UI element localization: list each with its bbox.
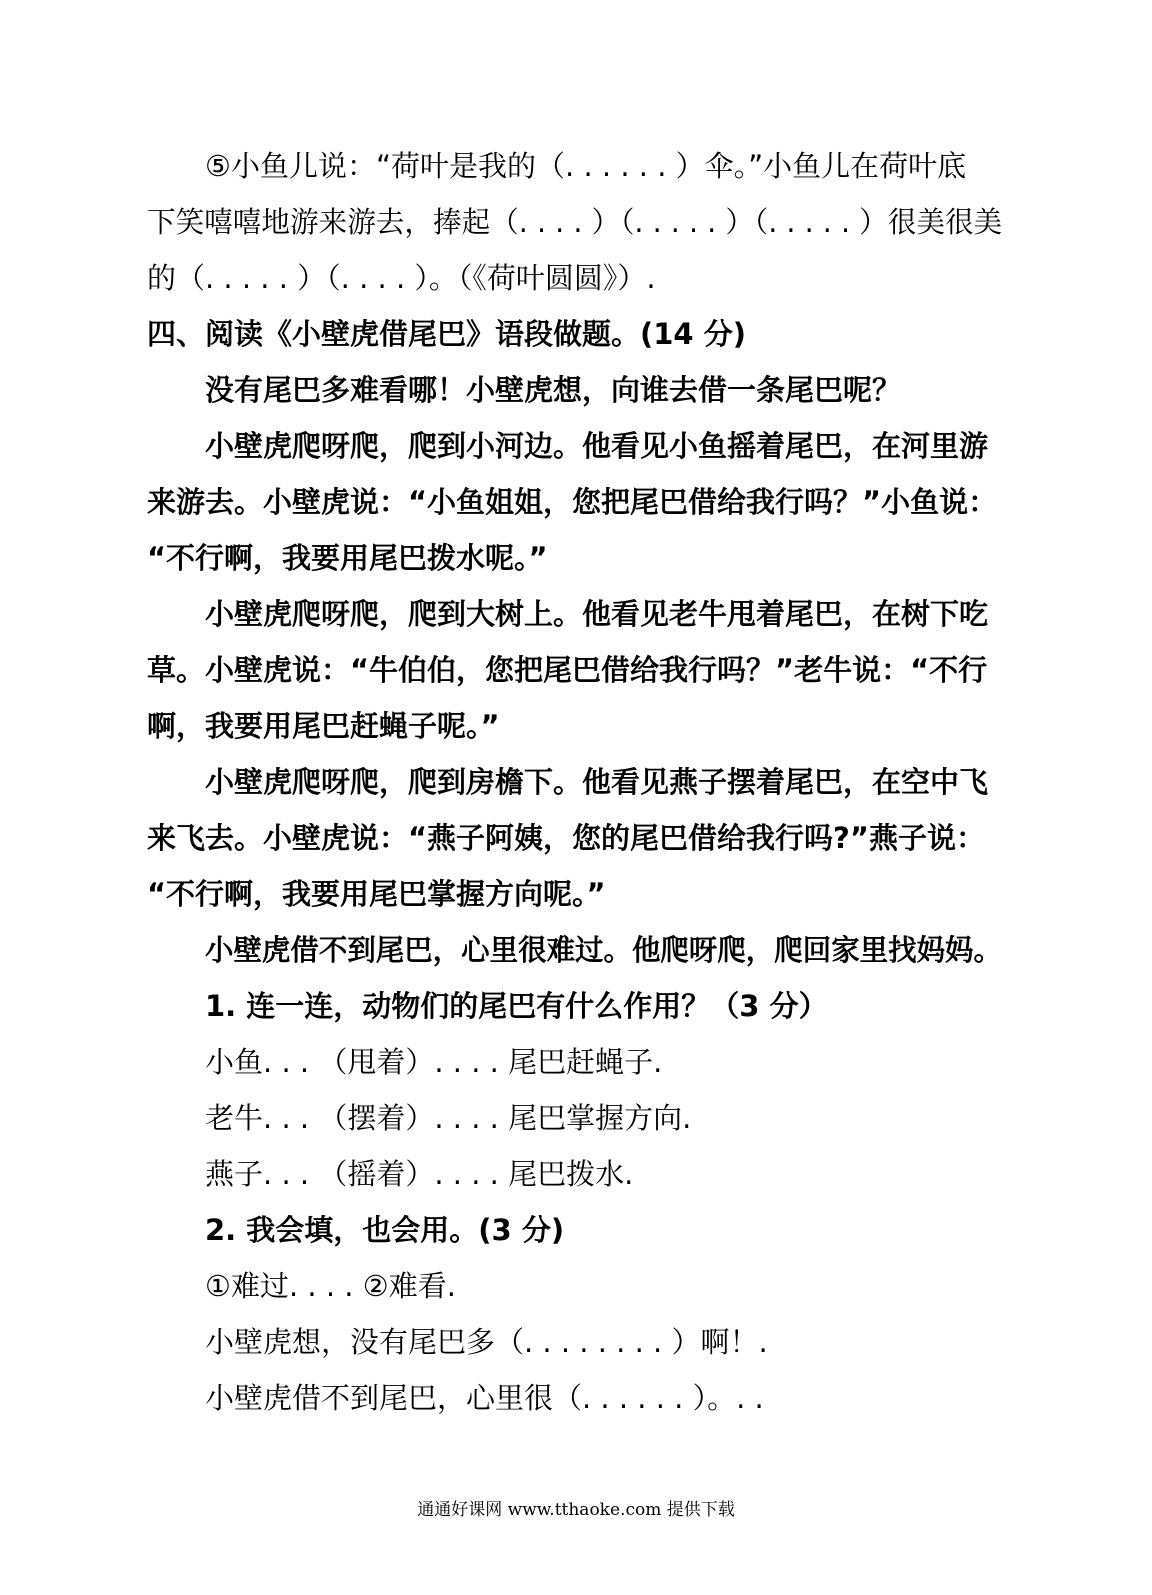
match-use: 尾巴掌握方向. xyxy=(508,1101,692,1135)
passage-line: 小壁虎爬呀爬，爬到小河边。他看见小鱼摇着尾巴，在河里游 xyxy=(205,429,989,463)
passage-line: 来飞去。小壁虎说：“燕子阿姨，您的尾巴借给我行吗?”燕子说： xyxy=(147,821,985,855)
passage-line: 来游去。小壁虎说：“小鱼姐姐，您把尾巴借给我行吗？”小鱼说： xyxy=(147,485,998,519)
q2-blank-sentence-1: 小壁虎想，没有尾巴多（. . . . . . . . ）啊！. xyxy=(205,1325,768,1359)
match-dots: . . . . xyxy=(434,1045,509,1079)
q3-item5-line2: 下笑嘻嘻地游来游去，捧起（. . . . ）（. . . . . ）（. . . . . ）很美很美 xyxy=(147,205,1003,239)
match-animal: 老牛 xyxy=(205,1101,264,1135)
match-animal: 小鱼 xyxy=(205,1045,264,1079)
match-dots: . . . . xyxy=(434,1157,509,1191)
match-use: 尾巴拨水. xyxy=(508,1157,634,1191)
match-row xyxy=(205,1100,691,1136)
passage-line: “不行啊，我要用尾巴掌握方向呢。” xyxy=(147,877,606,911)
passage-line: 没有尾巴多难看哪！小壁虎想，向谁去借一条尾巴呢？ xyxy=(205,373,902,407)
q2-options: ①难过. . . . ②难看. xyxy=(205,1269,456,1303)
match-row xyxy=(205,1044,662,1080)
match-action: （摇着） xyxy=(318,1157,435,1191)
q2-blank-sentence-2: 小壁虎借不到尾巴，心里很（. . . . . . ）。. . xyxy=(205,1381,764,1415)
passage-line: 小壁虎爬呀爬，爬到房檐下。他看见燕子摆着尾巴，在空中飞 xyxy=(205,765,989,799)
q1-title: 1. 连一连，动物们的尾巴有什么作用？（3 分） xyxy=(205,989,828,1023)
match-action: （甩着） xyxy=(318,1045,435,1079)
passage-line: 小壁虎借不到尾巴，心里很难过。他爬呀爬，爬回家里找妈妈。 xyxy=(205,933,1002,967)
match-row xyxy=(205,1156,633,1192)
match-dots: . . . xyxy=(263,1157,319,1191)
passage-line: “不行啊，我要用尾巴拨水呢。” xyxy=(147,541,548,575)
match-action: （摆着） xyxy=(318,1101,435,1135)
section4-heading: 四、阅读《小壁虎借尾巴》语段做题。(14 分) xyxy=(147,317,746,351)
q3-item5-line3: 的（. . . . . ）（. . . . ）。（《荷叶圆圆》）. xyxy=(147,261,656,295)
passage-line: 小壁虎爬呀爬，爬到大树上。他看见老牛甩着尾巴，在树下吃 xyxy=(205,597,989,631)
match-dots: . . . xyxy=(263,1045,319,1079)
match-dots: . . . xyxy=(263,1101,319,1135)
match-animal: 燕子 xyxy=(205,1157,264,1191)
match-dots: . . . . xyxy=(434,1101,509,1135)
match-use: 尾巴赶蝇子. xyxy=(508,1045,663,1079)
passage-line: 啊，我要用尾巴赶蝇子呢。” xyxy=(147,709,500,743)
q3-item5-line1: ⑤小鱼儿说：“荷叶是我的（. . . . . . ）伞。”小鱼儿在荷叶底 xyxy=(205,149,967,183)
q2-title: 2. 我会填，也会用。(3 分) xyxy=(205,1213,565,1247)
page-footer: 通通好课网 www.tthaoke.com 提供下载 xyxy=(417,1500,735,1520)
passage-line: 草。小壁虎说：“牛伯伯，您把尾巴借给我行吗？”老牛说：“不行 xyxy=(147,653,988,687)
